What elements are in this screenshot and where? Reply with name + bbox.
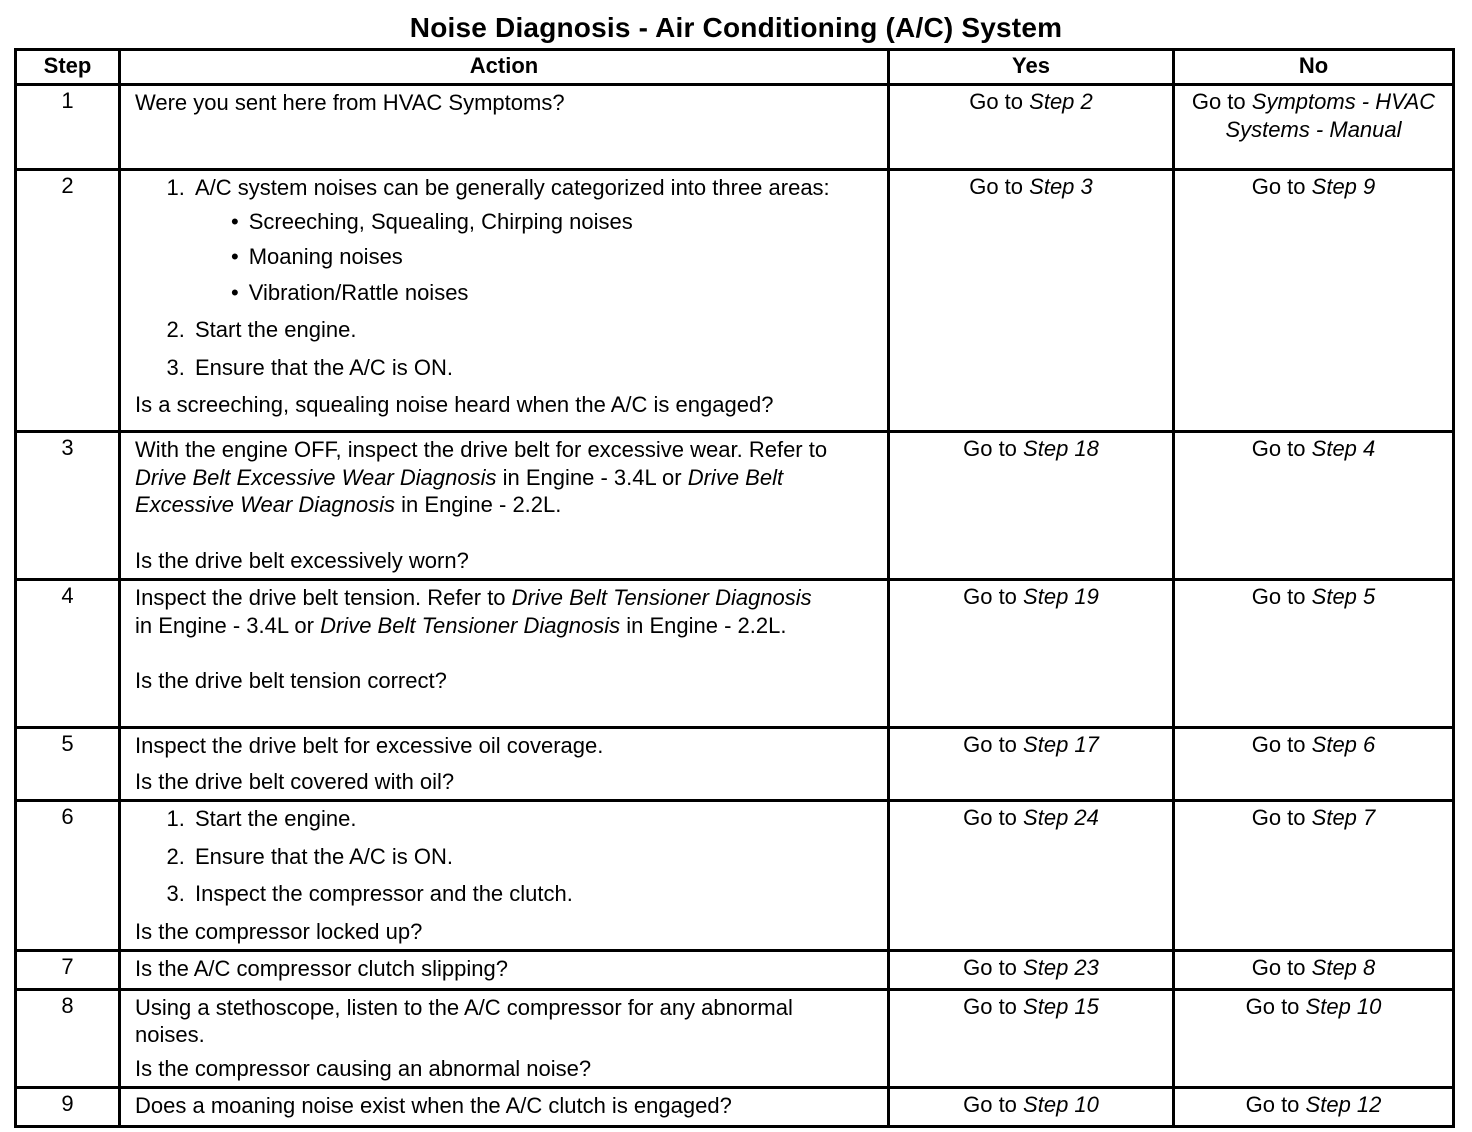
go-to-label: Go to xyxy=(1251,584,1306,609)
instruction-list xyxy=(135,174,877,381)
no-cell xyxy=(1174,432,1454,580)
go-to-label: Go to xyxy=(1251,436,1306,461)
step-number: 2 xyxy=(16,170,120,432)
instruction-item: 2. Ensure that the A/C is ON. xyxy=(191,843,877,871)
step-number: 1 xyxy=(16,85,120,170)
instruction-text xyxy=(135,436,877,519)
no-cell xyxy=(1174,951,1454,990)
go-to-label: Go to xyxy=(963,732,1017,757)
reference-link-text: Drive Belt Excessive Wear Diagnosis xyxy=(135,464,497,490)
instruction-item: 2. Start the engine. xyxy=(191,316,877,344)
step-number: 8 xyxy=(16,989,120,1088)
question-text: Is the drive belt excessively worn? xyxy=(135,547,469,573)
yes-target: Step 2 xyxy=(1029,89,1093,114)
no-target: Step 4 xyxy=(1311,436,1376,461)
no-cell xyxy=(1174,1088,1454,1127)
no-cell xyxy=(1174,801,1454,951)
question-text: Is the A/C compressor clutch slipping? xyxy=(135,956,508,981)
reference-link-text: Drive Belt Excessive Wear Diagnosis xyxy=(135,464,784,517)
go-to-label: Go to xyxy=(963,993,1017,1019)
step-number: 9 xyxy=(16,1088,120,1127)
no-target: Step 5 xyxy=(1311,584,1376,609)
no-target: Symptoms - HVAC Systems - Manual xyxy=(1225,89,1436,142)
question-text: Is the drive belt tension correct? xyxy=(135,668,447,693)
question-text: Is the compressor locked up? xyxy=(135,918,423,944)
instruction-text: Using a stethoscope, listen to the A/C compressor for any abnormal noises. xyxy=(135,994,793,1047)
table-row xyxy=(16,989,1454,1088)
instruction-list xyxy=(135,805,877,908)
table-row xyxy=(16,580,1454,728)
step-number: 6 xyxy=(16,801,120,951)
instruction-part: in Engine - 2.2L. xyxy=(626,612,787,638)
go-to-label: Go to xyxy=(963,584,1017,609)
yes-target: Step 19 xyxy=(1023,584,1099,609)
no-target: Step 6 xyxy=(1311,732,1376,757)
yes-target: Step 3 xyxy=(1029,174,1093,199)
go-to-label: Go to xyxy=(963,436,1017,461)
no-target: Step 10 xyxy=(1305,993,1382,1019)
yes-target: Step 10 xyxy=(1023,1092,1099,1117)
step-number: 5 xyxy=(16,728,120,801)
no-cell xyxy=(1174,580,1454,728)
action-cell xyxy=(120,580,889,728)
go-to-label: Go to xyxy=(1191,89,1246,114)
action-cell xyxy=(120,1088,889,1127)
instruction-text xyxy=(135,584,877,639)
reference-link-text: Drive Belt Tensioner Diagnosis xyxy=(511,585,812,610)
no-target: Step 9 xyxy=(1311,174,1376,199)
header-yes: Yes xyxy=(889,50,1174,85)
instruction-part: Inspect the drive belt tension. Refer to xyxy=(135,585,506,610)
no-target: Step 12 xyxy=(1305,1092,1382,1117)
go-to-label: Go to xyxy=(963,955,1017,980)
instruction-text: A/C system noises can be generally categorized into three areas: xyxy=(195,175,830,200)
yes-target: Step 23 xyxy=(1023,955,1099,980)
action-cell xyxy=(120,989,889,1088)
action-cell xyxy=(120,728,889,801)
diagnosis-table xyxy=(14,48,1455,1128)
action-cell xyxy=(120,801,889,951)
action-cell xyxy=(120,170,889,432)
action-cell xyxy=(120,432,889,580)
step-number: 7 xyxy=(16,951,120,990)
go-to-label: Go to xyxy=(963,1092,1017,1117)
step-number: 3 xyxy=(16,432,120,580)
table-row xyxy=(16,1088,1454,1127)
yes-cell xyxy=(889,951,1174,990)
page-title: Noise Diagnosis - Air Conditioning (A/C) System xyxy=(409,12,1063,43)
yes-cell xyxy=(889,85,1174,170)
action-cell xyxy=(120,951,889,990)
instruction-item: 3. Inspect the compressor and the clutch. xyxy=(191,880,877,908)
instruction-part: in Engine - 3.4L or xyxy=(502,464,682,490)
reference-link-text: Drive Belt Tensioner Diagnosis xyxy=(320,612,621,638)
go-to-label: Go to xyxy=(969,89,1024,114)
yes-cell xyxy=(889,989,1174,1088)
go-to-label: Go to xyxy=(1251,732,1306,757)
header-row xyxy=(16,50,1454,85)
instruction-text: Inspect the drive belt for excessive oil coverage. xyxy=(135,733,604,758)
bullet-item: • Vibration/Rattle noises xyxy=(227,279,877,307)
no-cell xyxy=(1174,728,1454,801)
yes-cell xyxy=(889,801,1174,951)
yes-cell xyxy=(889,170,1174,432)
no-cell xyxy=(1174,170,1454,432)
go-to-label: Go to xyxy=(969,174,1024,199)
table-row xyxy=(16,951,1454,990)
question-text: Is the compressor causing an abnormal noise? xyxy=(135,1055,592,1081)
yes-target: Step 15 xyxy=(1023,993,1099,1019)
go-to-label: Go to xyxy=(1251,805,1306,830)
question-text: Were you sent here from HVAC Symptoms? xyxy=(135,90,565,115)
header-action: Action xyxy=(120,50,889,85)
table-row xyxy=(16,801,1454,951)
go-to-label: Go to xyxy=(1251,955,1306,980)
noise-category-list xyxy=(195,208,877,307)
action-cell xyxy=(120,85,889,170)
instruction-item: 3. Ensure that the A/C is ON. xyxy=(191,354,877,382)
question-text: Is the drive belt covered with oil? xyxy=(135,768,455,794)
instruction-part: in Engine - 2.2L. xyxy=(401,492,562,517)
no-target: Step 7 xyxy=(1311,805,1376,830)
yes-cell xyxy=(889,1088,1174,1127)
yes-target: Step 24 xyxy=(1023,805,1099,830)
yes-target: Step 18 xyxy=(1023,436,1099,461)
no-cell xyxy=(1174,85,1454,170)
instruction-part: With the engine OFF, inspect the drive belt for excessive wear. Refer to xyxy=(135,437,828,462)
step-number: 4 xyxy=(16,580,120,728)
instruction-item xyxy=(191,174,877,306)
no-cell xyxy=(1174,989,1454,1088)
yes-cell xyxy=(889,432,1174,580)
go-to-label: Go to xyxy=(1245,1092,1300,1117)
go-to-label: Go to xyxy=(1245,993,1300,1019)
go-to-label: Go to xyxy=(963,805,1017,830)
header-step: Step xyxy=(16,50,120,85)
instruction-item: 1. Start the engine. xyxy=(191,805,877,833)
table-row xyxy=(16,85,1454,170)
yes-cell xyxy=(889,580,1174,728)
go-to-label: Go to xyxy=(1251,174,1306,199)
table-row xyxy=(16,728,1454,801)
header-no: No xyxy=(1174,50,1454,85)
table-row xyxy=(16,170,1454,432)
bullet-item: • Screeching, Squealing, Chirping noises xyxy=(227,208,877,236)
table-row xyxy=(16,432,1454,580)
question-text: Does a moaning noise exist when the A/C clutch is engaged? xyxy=(135,1093,732,1118)
question-text: Is a screeching, squealing noise heard when the A/C is engaged? xyxy=(135,392,774,417)
yes-target: Step 17 xyxy=(1023,732,1099,757)
bullet-item: • Moaning noises xyxy=(227,243,877,271)
instruction-part: in Engine - 3.4L or xyxy=(135,612,314,638)
yes-cell xyxy=(889,728,1174,801)
no-target: Step 8 xyxy=(1311,955,1376,980)
